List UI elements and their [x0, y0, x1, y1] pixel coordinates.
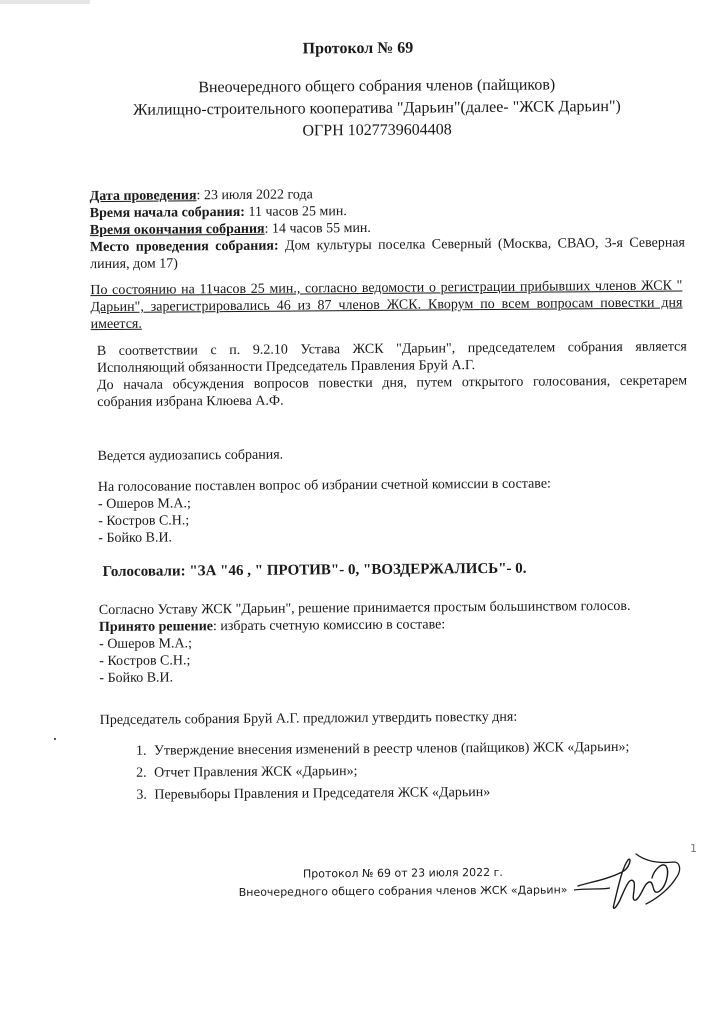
- agenda-intro: Председатель собрания Бруй А.Г. предложил утвердить повестку дня:: [99, 709, 518, 729]
- decision-member: - Костров С.Н.;: [99, 653, 191, 670]
- majority-rule: Согласно Уставу ЖСК "Дарьин", решение принимается простым большинством голосов.: [98, 598, 631, 619]
- chairman-section: [97, 338, 688, 411]
- agenda-item: 2. Отчет Правления ЖСК «Дарьин»;: [150, 758, 710, 784]
- page-footer: [208, 863, 598, 902]
- commission-section: [98, 474, 689, 547]
- document-title: Протокол № 69: [302, 39, 414, 58]
- heading-line-2: Жилищно-строительного кооператива "Дарьин"(далее- "ЖСК Дарьин"): [132, 97, 621, 119]
- handwritten-signature: [570, 842, 690, 922]
- document-heading: [0, 73, 723, 145]
- decision-section: [99, 597, 690, 687]
- heading-line-3: ОГРН 1027739604408: [302, 121, 452, 140]
- meeting-meta: [90, 183, 686, 273]
- footer-line-2: Внеочередного общего собрания членов ЖСК «Дарьин»: [238, 883, 568, 899]
- decision-member: - Ошеров М.А.;: [99, 636, 193, 653]
- agenda-item: 1. Утверждение внесения изменений в реестр членов (пайщиков) ЖСК «Дарьин»;: [150, 736, 710, 762]
- secretary-statement: До начала обсуждения вопросов повестки дня, путем открытого голосования, секретарем собрания избрана Клюева А.Ф.: [97, 373, 688, 411]
- footer-line-1: Протокол № 69 от 23 июля 2022 г.: [302, 865, 503, 881]
- decision-member: - Бойко В.И.: [99, 670, 174, 687]
- commission-member: - Костров С.Н.;: [98, 513, 190, 530]
- agenda-list: [110, 736, 710, 807]
- meeting-start: Время начала собрания: 11 часов 25 мин.: [89, 204, 347, 222]
- quorum-statement: По состоянию на 11часов 25 мин., согласно ведомости о регистрации прибывших членов ЖСК " Дарьин", зарегистрировались 46 из 87 членов ЖСК. Кворум по всем вопросам повестки дня имеется.: [90, 278, 683, 333]
- meeting-end: Время окончания собрания: 14 часов 55 мин.: [89, 220, 371, 239]
- meeting-date: Дата проведения: 23 июля 2022 года: [89, 187, 313, 205]
- heading-line-1: Внеочередного общего собрания членов (пайщиков): [198, 76, 556, 97]
- commission-question: На голосование поставлен вопрос об избрании счетной комиссии в составе:: [97, 476, 551, 496]
- commission-member: - Ошеров М.А.;: [97, 496, 191, 513]
- meeting-place: Место проведения собрания: Дом культуры поселка Северный (Москва, СВАО, 3-я Северная линия, дом 17): [89, 235, 686, 273]
- agenda-item: 3. Перевыборы Правления и Председателя ЖСК «Дарьин»: [150, 780, 710, 806]
- commission-member: - Бойко В.И.: [98, 530, 173, 547]
- audio-note: Ведется аудиозапись собрания.: [97, 447, 284, 465]
- scan-speck: [54, 738, 56, 740]
- page-number: 1: [690, 842, 697, 855]
- vote-result: Голосовали: "ЗА "46 , " ПРОТИВ"- 0, "ВОЗДЕРЖАЛИСЬ"- 0.: [102, 560, 527, 581]
- decision-line: Принято решение: избрать счетную комиссию в составе:: [98, 617, 446, 636]
- chairman-statement: В соответствии с п. 9.2.10 Устава ЖСК "Дарьин", председателем собрания является Исполняющий обязанности Председатель Правления Бруй А.Г.: [96, 339, 687, 377]
